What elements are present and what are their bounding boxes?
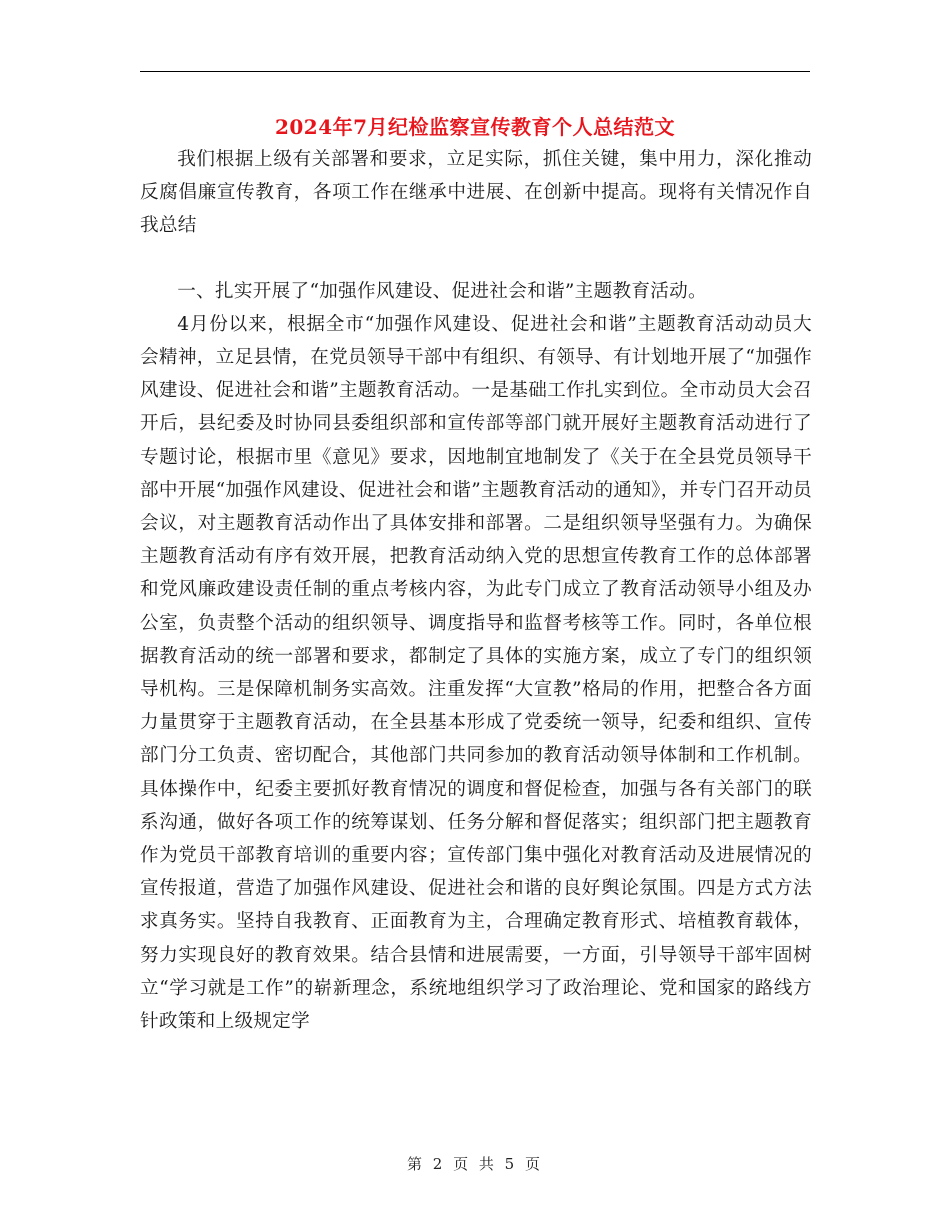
- section-heading: 一、扎实开展了“加强作风建设、促进社会和谐”主题教育活动。: [177, 280, 707, 302]
- intro-paragraph: 我们根据上级有关部署和要求，立足实际，抓住关键，集中用力，深化推动反腐倡廉宣传教育，各项工作在继承中进展、在创新中提高。现将有关情况作自我总结: [140, 149, 812, 237]
- body-paragraph: 4月份以来，根据全市“加强作风建设、促进社会和谐”主题教育活动动员大会精神，立足县情，在党员领导干部中有组织、有领导、有计划地开展了“加强作风建设、促进社会和谐”主题教育活动。一是基础工作扎实到位。全市动员大会召开后，县纪委及时协同县委组织部和宣传部等部门就开展好主题教育活动进行了专题讨论，根据市里《意见》要求，因地制宜地制发了《关于在全县党员领导干部中开展“加强作风建设、促进社会和谐”主题教育活动的通知》，并专门召开动员会议，对主题教育活动作出了具体安排和部署。二是组织领导坚强有力。为确保主题教育活动有序有效开展，把教育活动纳入党的思想宣传教育工作的总体部署和党风廉政建设责任制的重点考核内容，为此专门成立了教育活动领导小组及办公室，负责整个活动的组织领导、调度指导和监督考核等工作。同时，各单位根据教育活动的统一部署和要求，都制定了具体的实施方案，成立了专门的组织领导机构。三是保障机制务实高效。注重发挥“大宣教”格局的作用，把整合各方面力量贯穿于主题教育活动，在全县基本形成了党委统一领导，纪委和组织、宣传部门分工负责、密切配合，其他部门共同参加的教育活动领导体制和工作机制。具体操作中，纪委主要抓好教育情况的调度和督促检查，加强与各有关部门的联系沟通，做好各项工作的统筹谋划、任务分解和督促落实；组织部门把主题教育作为党员干部教育培训的重要内容；宣传部门集中强化对教育活动及进展情况的宣传报道，营造了加强作风建设、促进社会和谐的良好舆论氛围。四是方式方法求真务实。坚持自我教育、正面教育为主，合理确定教育形式、培植教育载体，努力实现良好的教育效果。结合县情和进展需要，一方面，引导领导干部牢固树立“学习就是工作”的崭新理念，系统地组织学习了政治理论、党和国家的路线方针政策和上级规定学: [140, 313, 813, 1033]
- header-rule: [140, 71, 810, 72]
- document-body: [140, 143, 812, 1038]
- page-number: 第 2 页 共 5 页: [407, 1155, 543, 1173]
- document-title: 2024年7月纪检监察宣传教育个人总结范文: [274, 115, 676, 139]
